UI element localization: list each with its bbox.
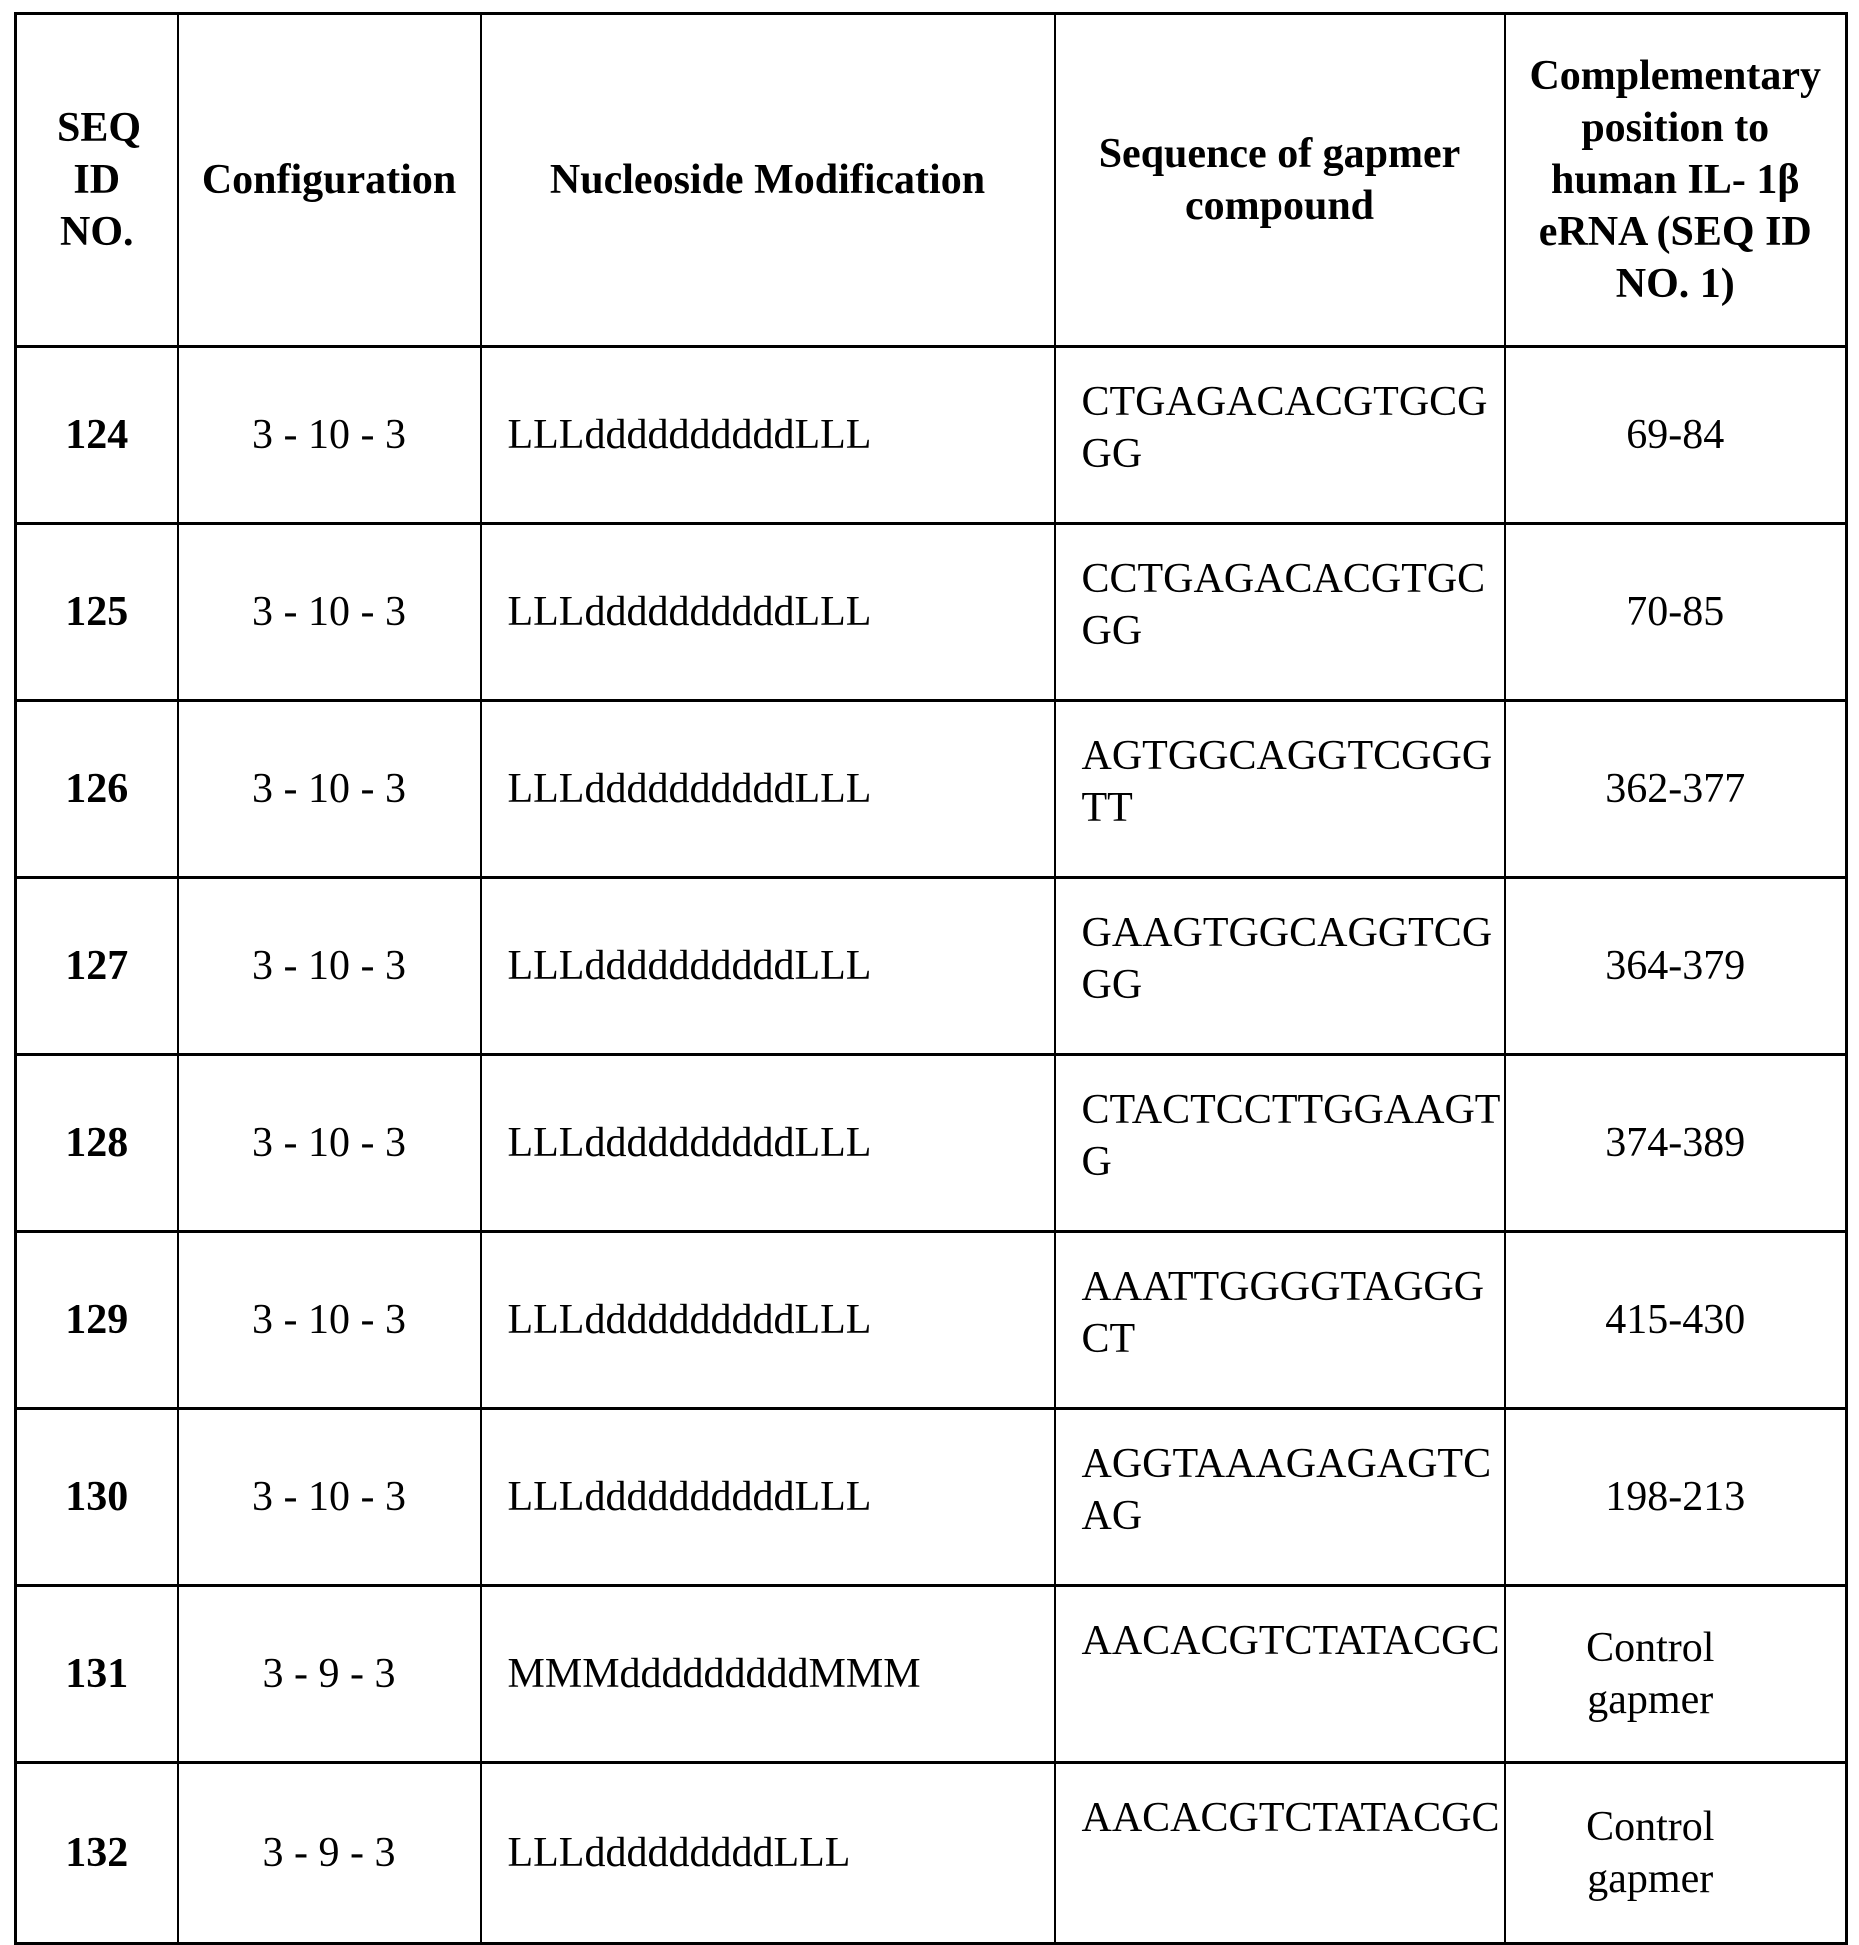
table-row [16, 1763, 1847, 1944]
modification-text: LLLdddddddddLLL [508, 1830, 851, 1876]
configuration-text: 3 - 10 - 3 [252, 766, 406, 812]
modification-cell [481, 878, 1055, 1055]
position-cell [1505, 347, 1847, 524]
position-cell [1505, 524, 1847, 701]
sequence-cell [1055, 1586, 1505, 1763]
position-cell [1505, 878, 1847, 1055]
header-nucleoside-modification: Nucleoside Modification [481, 14, 1055, 347]
configuration-cell [178, 701, 481, 878]
position-cell [1505, 1409, 1847, 1586]
seq-id-cell [16, 701, 178, 878]
seq-id-text: 127 [65, 943, 128, 989]
position-text: 415-430 [1605, 1297, 1745, 1343]
sequence-cell [1055, 347, 1505, 524]
modification-cell [481, 1055, 1055, 1232]
configuration-cell [178, 1055, 481, 1232]
position-cell [1505, 1232, 1847, 1409]
modification-cell [481, 1586, 1055, 1763]
table-row [16, 701, 1847, 878]
seq-id-cell [16, 878, 178, 1055]
header-sequence: Sequence of gapmer compound [1055, 14, 1505, 347]
table-row [16, 1586, 1847, 1763]
position-text: 70-85 [1626, 589, 1724, 635]
position-text: Control gapmer [1575, 1622, 1725, 1726]
position-cell [1505, 701, 1847, 878]
modification-cell [481, 1409, 1055, 1586]
seq-id-text: 124 [65, 412, 128, 458]
seq-id-text: 125 [65, 589, 128, 635]
table-row [16, 1232, 1847, 1409]
position-text: 69-84 [1626, 412, 1724, 458]
header-seq-id: SEQ ID NO. [16, 14, 178, 347]
modification-text: LLLddddddddddLLL [508, 1297, 872, 1343]
sequence-text: AAATTGGGGTAGGGCT [1082, 1264, 1485, 1362]
configuration-text: 3 - 9 - 3 [263, 1830, 396, 1876]
sequence-cell [1055, 524, 1505, 701]
position-cell [1505, 1586, 1847, 1763]
table-row [16, 878, 1847, 1055]
position-text: 364-379 [1605, 943, 1745, 989]
sequence-text: CCTGAGACACGTGCGG [1082, 556, 1486, 654]
modification-text: LLLddddddddddLLL [508, 1474, 872, 1520]
configuration-cell [178, 524, 481, 701]
sequence-text: AGTGGCAGGTCGGGTT [1082, 733, 1493, 831]
position-text: 362-377 [1605, 766, 1745, 812]
sequence-cell [1055, 1232, 1505, 1409]
modification-cell [481, 1763, 1055, 1944]
sequence-cell [1055, 1055, 1505, 1232]
seq-id-cell [16, 1055, 178, 1232]
configuration-cell [178, 878, 481, 1055]
configuration-cell [178, 347, 481, 524]
sequence-text: AACACGTCTATACGC [1082, 1795, 1500, 1841]
header-configuration: Configuration [178, 14, 481, 347]
position-cell [1505, 1055, 1847, 1232]
configuration-text: 3 - 10 - 3 [252, 412, 406, 458]
seq-id-cell [16, 524, 178, 701]
modification-text: LLLddddddddddLLL [508, 943, 872, 989]
configuration-cell [178, 1232, 481, 1409]
seq-id-text: 132 [65, 1830, 128, 1876]
position-text: 198-213 [1605, 1474, 1745, 1520]
modification-cell [481, 1232, 1055, 1409]
configuration-text: 3 - 10 - 3 [252, 589, 406, 635]
configuration-cell [178, 1763, 481, 1944]
header-complementary-position: Complementary position to human IL- 1β eRNA (SEQ ID NO. 1) [1505, 14, 1847, 347]
seq-id-cell [16, 1409, 178, 1586]
configuration-text: 3 - 10 - 3 [252, 1474, 406, 1520]
header-row [16, 14, 1847, 347]
sequence-cell [1055, 701, 1505, 878]
position-text: Control gapmer [1575, 1801, 1725, 1905]
position-text: 374-389 [1605, 1120, 1745, 1166]
seq-id-cell [16, 1586, 178, 1763]
configuration-cell [178, 1409, 481, 1586]
sequence-text: GAAGTGGCAGGTCGGG [1082, 910, 1493, 1008]
table-row [16, 347, 1847, 524]
seq-id-cell [16, 1232, 178, 1409]
modification-text: LLLddddddddddLLL [508, 1120, 872, 1166]
table-row [16, 1409, 1847, 1586]
table-row [16, 1055, 1847, 1232]
configuration-cell [178, 1586, 481, 1763]
sequence-text: AACACGTCTATACGC [1082, 1618, 1500, 1664]
modification-text: LLLddddddddddLLL [508, 412, 872, 458]
sequence-text: CTACTCCTTGGAAGTG [1082, 1087, 1501, 1185]
configuration-text: 3 - 10 - 3 [252, 1297, 406, 1343]
configuration-text: 3 - 10 - 3 [252, 943, 406, 989]
sequence-cell [1055, 1409, 1505, 1586]
seq-id-text: 130 [65, 1474, 128, 1520]
seq-id-text: 129 [65, 1297, 128, 1343]
modification-text: LLLddddddddddLLL [508, 766, 872, 812]
seq-id-text: 128 [65, 1120, 128, 1166]
seq-id-text: 131 [65, 1651, 128, 1697]
modification-cell [481, 524, 1055, 701]
configuration-text: 3 - 10 - 3 [252, 1120, 406, 1166]
seq-id-cell [16, 1763, 178, 1944]
seq-id-cell [16, 347, 178, 524]
modification-text: MMMdddddddddMMM [508, 1651, 921, 1697]
position-cell [1505, 1763, 1847, 1944]
table-row [16, 524, 1847, 701]
sequence-cell [1055, 878, 1505, 1055]
modification-text: LLLddddddddddLLL [508, 589, 872, 635]
modification-cell [481, 701, 1055, 878]
gapmer-table [14, 12, 1848, 1945]
sequence-cell [1055, 1763, 1505, 1944]
seq-id-text: 126 [65, 766, 128, 812]
modification-cell [481, 347, 1055, 524]
configuration-text: 3 - 9 - 3 [263, 1651, 396, 1697]
sequence-text: AGGTAAAGAGAGTCAG [1082, 1441, 1492, 1539]
sequence-text: CTGAGACACGTGCGGG [1082, 379, 1488, 477]
